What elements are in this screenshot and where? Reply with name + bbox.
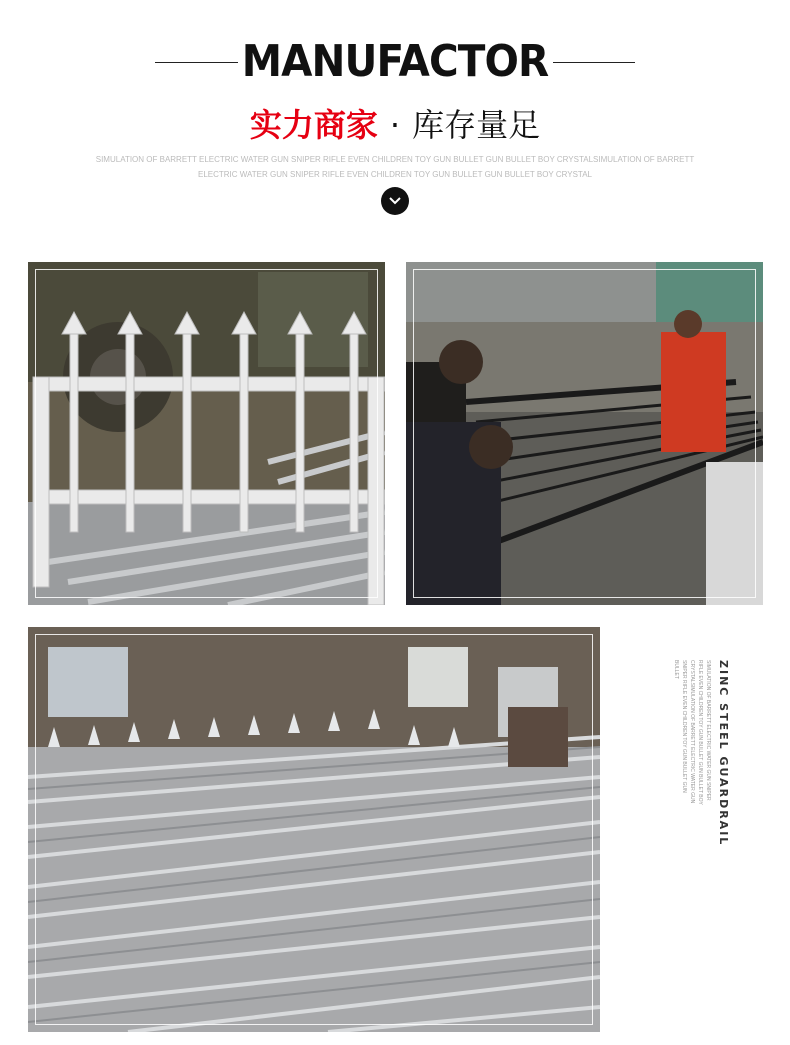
chevron-down-icon[interactable] (381, 187, 409, 215)
subtitle-separator: · (389, 106, 401, 144)
header-description: SIMULATION OF BARRETT ELECTRIC WATER GUN SNIPER RIFLE EVEN CHILDREN TOY GUN BULLET GUN BULLET BOY CRYSTALSIMULATION OF BARRETT ELECTRIC WATER GUN SNIPER RIFLE EVEN CHILDREN TOY GUN BULLET GUN BULLET BOY CRYSTAL (95, 155, 695, 179)
workers-assembly-photo (406, 262, 763, 605)
subtitle (0, 100, 790, 146)
subtitle-stock: 库存量足 (412, 106, 541, 144)
fence-panel-photo (28, 262, 385, 605)
side-title: ZINC STEEL GUARDRAIL (717, 660, 730, 847)
subtitle-strength: 实力商家 (249, 106, 378, 144)
side-description: SIMULATION OF BARRETT ELECTRIC WATER GUN SNIPER RIFLE EVEN CHILDREN TOY GUN BULLET GUN BULLET BOY CRYSTALSIMULATION OF BARRETT ELECTRIC WATER GUN SNIPER RIFLE EVEN CHILDREN TOY GUN BULLET GUN BULLET (673, 660, 711, 805)
page-title: MANUFACTOR (241, 36, 549, 87)
galvanized-panels-photo (28, 627, 600, 1032)
